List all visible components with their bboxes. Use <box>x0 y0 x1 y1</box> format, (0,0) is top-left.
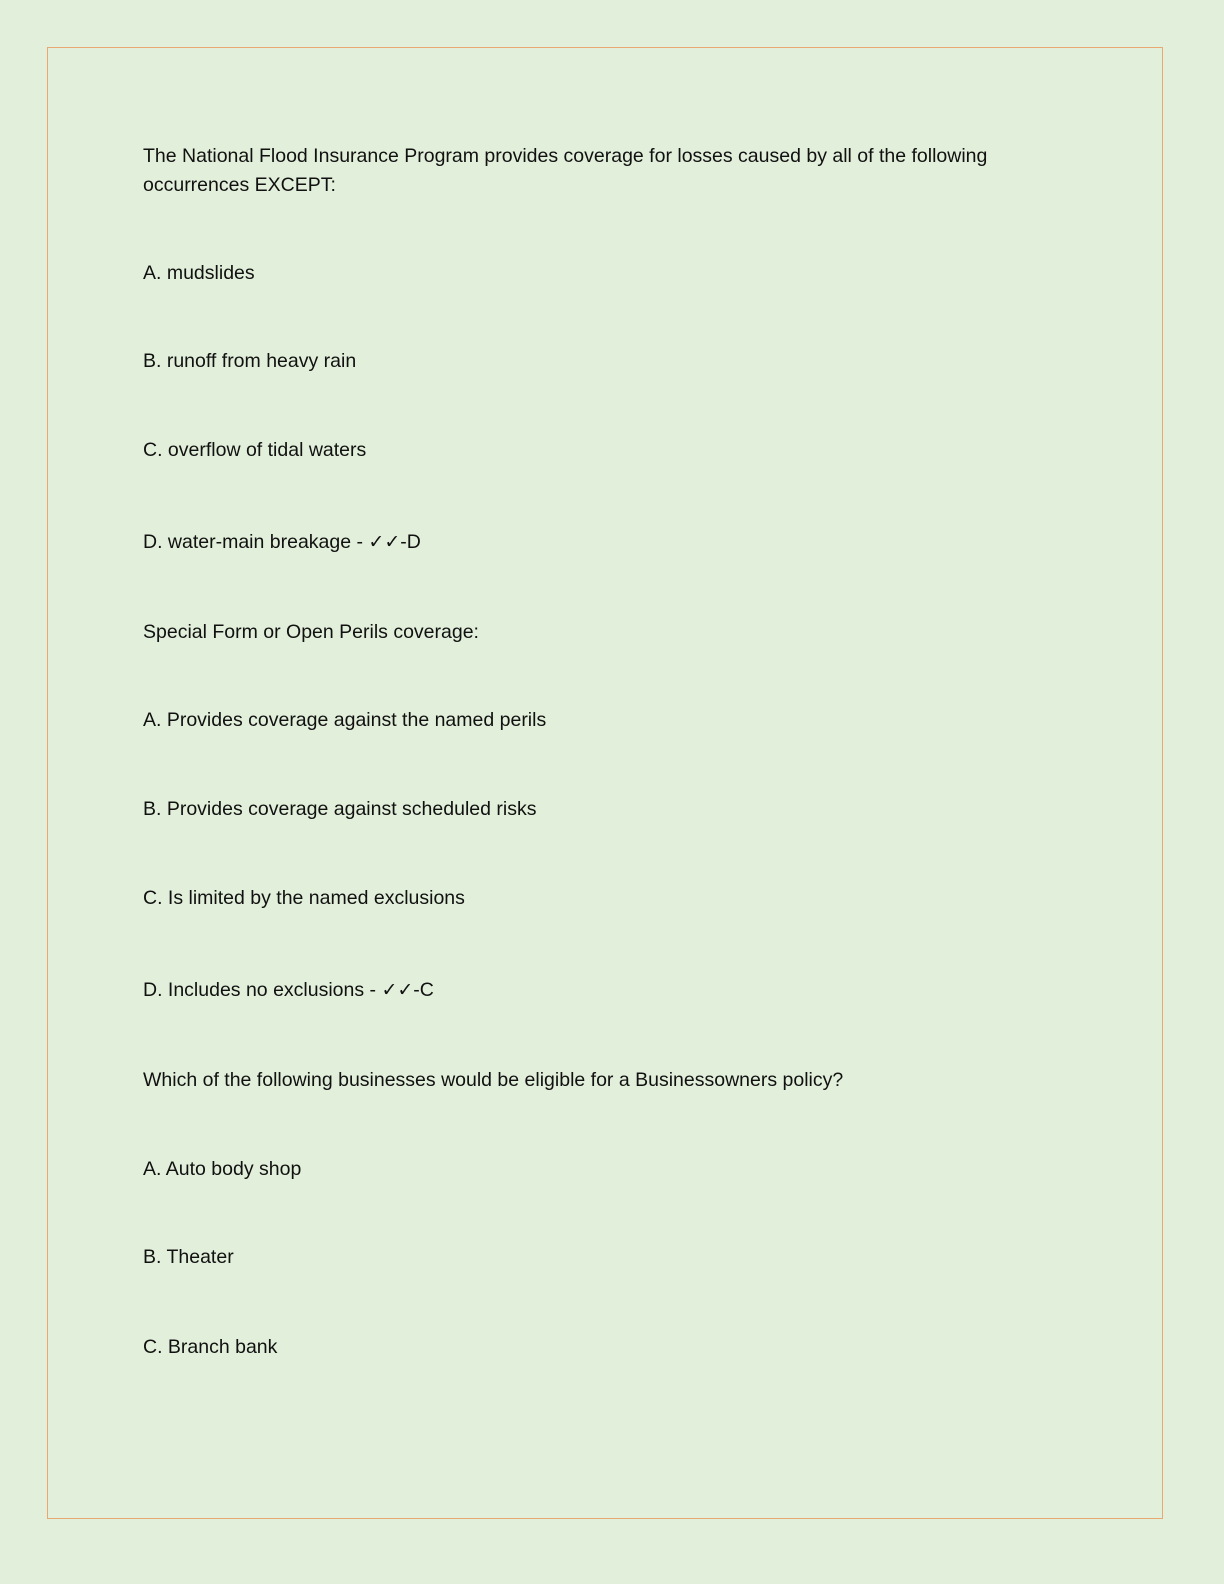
option-d-text: D. water-main breakage - <box>143 531 369 553</box>
answer-check-icon: ✓✓ <box>368 531 401 553</box>
question-2-option-c: C. Is limited by the named exclusions <box>143 887 465 909</box>
question-2-option-a: A. Provides coverage against the named perils <box>143 709 547 731</box>
answer-check-icon: ✓✓ <box>381 979 414 1001</box>
question-1-prompt: The National Flood Insurance Program provides coverage for losses caused by all of the following occurrences EXCEPT: <box>143 145 988 196</box>
question-3-option-c: C. Branch bank <box>143 1336 278 1358</box>
answer-letter: -C <box>413 979 434 1001</box>
option-d-text: D. Includes no exclusions - <box>143 979 382 1001</box>
question-3-prompt: Which of the following businesses would be eligible for a Businessowners policy? <box>143 1069 844 1091</box>
answer-letter: -D <box>400 531 421 553</box>
question-1-option-d <box>143 528 421 557</box>
question-3-option-a: A. Auto body shop <box>143 1158 302 1180</box>
question-2-option-d <box>143 976 434 1005</box>
question-1-option-c: C. overflow of tidal waters <box>143 439 367 461</box>
question-1-option-b: B. runoff from heavy rain <box>143 350 357 372</box>
question-2-prompt: Special Form or Open Perils coverage: <box>143 621 479 643</box>
question-1-option-a: A. mudslides <box>143 262 255 284</box>
question-2-option-b: B. Provides coverage against scheduled risks <box>143 798 537 820</box>
question-3-option-b: B. Theater <box>143 1246 234 1268</box>
